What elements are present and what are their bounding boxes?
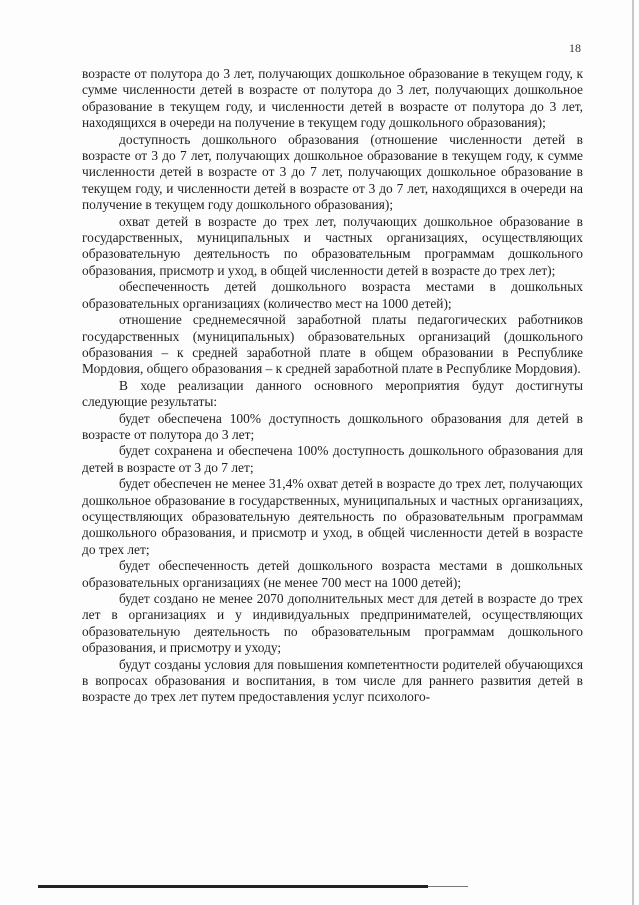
paragraph-result-new-places: будет создано не менее 2070 дополнительных мест для детей в возрасте до трех лет в организациях и у индивидуальных предпринимателей, осуществляющих образовательную деятельность по образовательным программам дошкольного образования, и присмотру и уходу; bbox=[82, 591, 583, 656]
paragraph-result-parents: будут созданы условия для повышения компетентности родителей обучающихся в вопросах образования и воспитания, в том числе для раннего развития детей в возрасте до трех лет путем предоставления услуг психолого- bbox=[82, 656, 583, 705]
scan-edge-line bbox=[38, 885, 428, 888]
scan-right-edge bbox=[632, 0, 634, 905]
document-body bbox=[82, 66, 583, 706]
paragraph-result-coverage: будет обеспечен не менее 31,4% охват детей в возрасте до трех лет, получающих дошкольное образование в государственных, муниципальных и частных организациях, осуществляющих образовательную деятельность по образовательным программам дошкольного образования, и присмотр и уход, в общей численности детей в возрасте до трех лет; bbox=[82, 476, 583, 557]
page-number: 18 bbox=[569, 41, 581, 55]
paragraph-continuation: возрасте от полутора до 3 лет, получающих дошкольное образование в текущем году, к сумме численности детей в возрасте от полутора до 3 лет, получающих дошкольное образование в текущем году, и численности детей в возрасте от полутора до 3 лет, находящихся в очереди на получение в текущем году дошкольного образования); bbox=[82, 66, 583, 131]
scan-edge-line-tail bbox=[428, 886, 468, 887]
paragraph-results-intro: В ходе реализации данного основного мероприятия будут достигнуты следующие результаты: bbox=[82, 377, 583, 410]
paragraph-salary-ratio: отношение среднемесячной заработной платы педагогических работников государственных (муниципальных) образовательных организаций (дошкольного образования – к средней заработной плате в общем образовании в Республике Мордовия, общего образования – к средней заработной плате в Республике Мордовия). bbox=[82, 312, 583, 377]
paragraph-result-places: будет обеспеченность детей дошкольного возраста местами в дошкольных образовательных организациях (не менее 700 мест на 1000 детей); bbox=[82, 558, 583, 590]
paragraph-preschool-access-3-7: доступность дошкольного образования (отношение численности детей в возрасте от 3 до 7 лет, получающих дошкольное образование в текущем году, к сумме численности детей в возрасте от 3 до 7 лет, получающих дошкольное образование в текущем году, и численности детей в возрасте от 3 до 7 лет, находящихся в очереди на получение в текущем году дошкольного образования); bbox=[82, 131, 583, 213]
paragraph-result-access-1-5-3: будет обеспечена 100% доступность дошкольного образования для детей в возрасте от полутора до 3 лет; bbox=[82, 410, 583, 442]
paragraph-places-per-1000: обеспеченность детей дошкольного возраста местами в дошкольных образовательных организациях (количество мест на 1000 детей); bbox=[82, 279, 583, 311]
paragraph-result-access-3-7: будет сохранена и обеспечена 100% доступность дошкольного образования для детей в возрасте от 3 до 7 лет; bbox=[82, 443, 583, 475]
paragraph-coverage-under-3: охват детей в возрасте до трех лет, получающих дошкольное образование в государственных, муниципальных и частных организациях, осуществляющих образовательную деятельность по образовательным программам дошкольного образования, присмотр и уход, в общей численности детей в возрасте до трех лет); bbox=[82, 213, 583, 278]
